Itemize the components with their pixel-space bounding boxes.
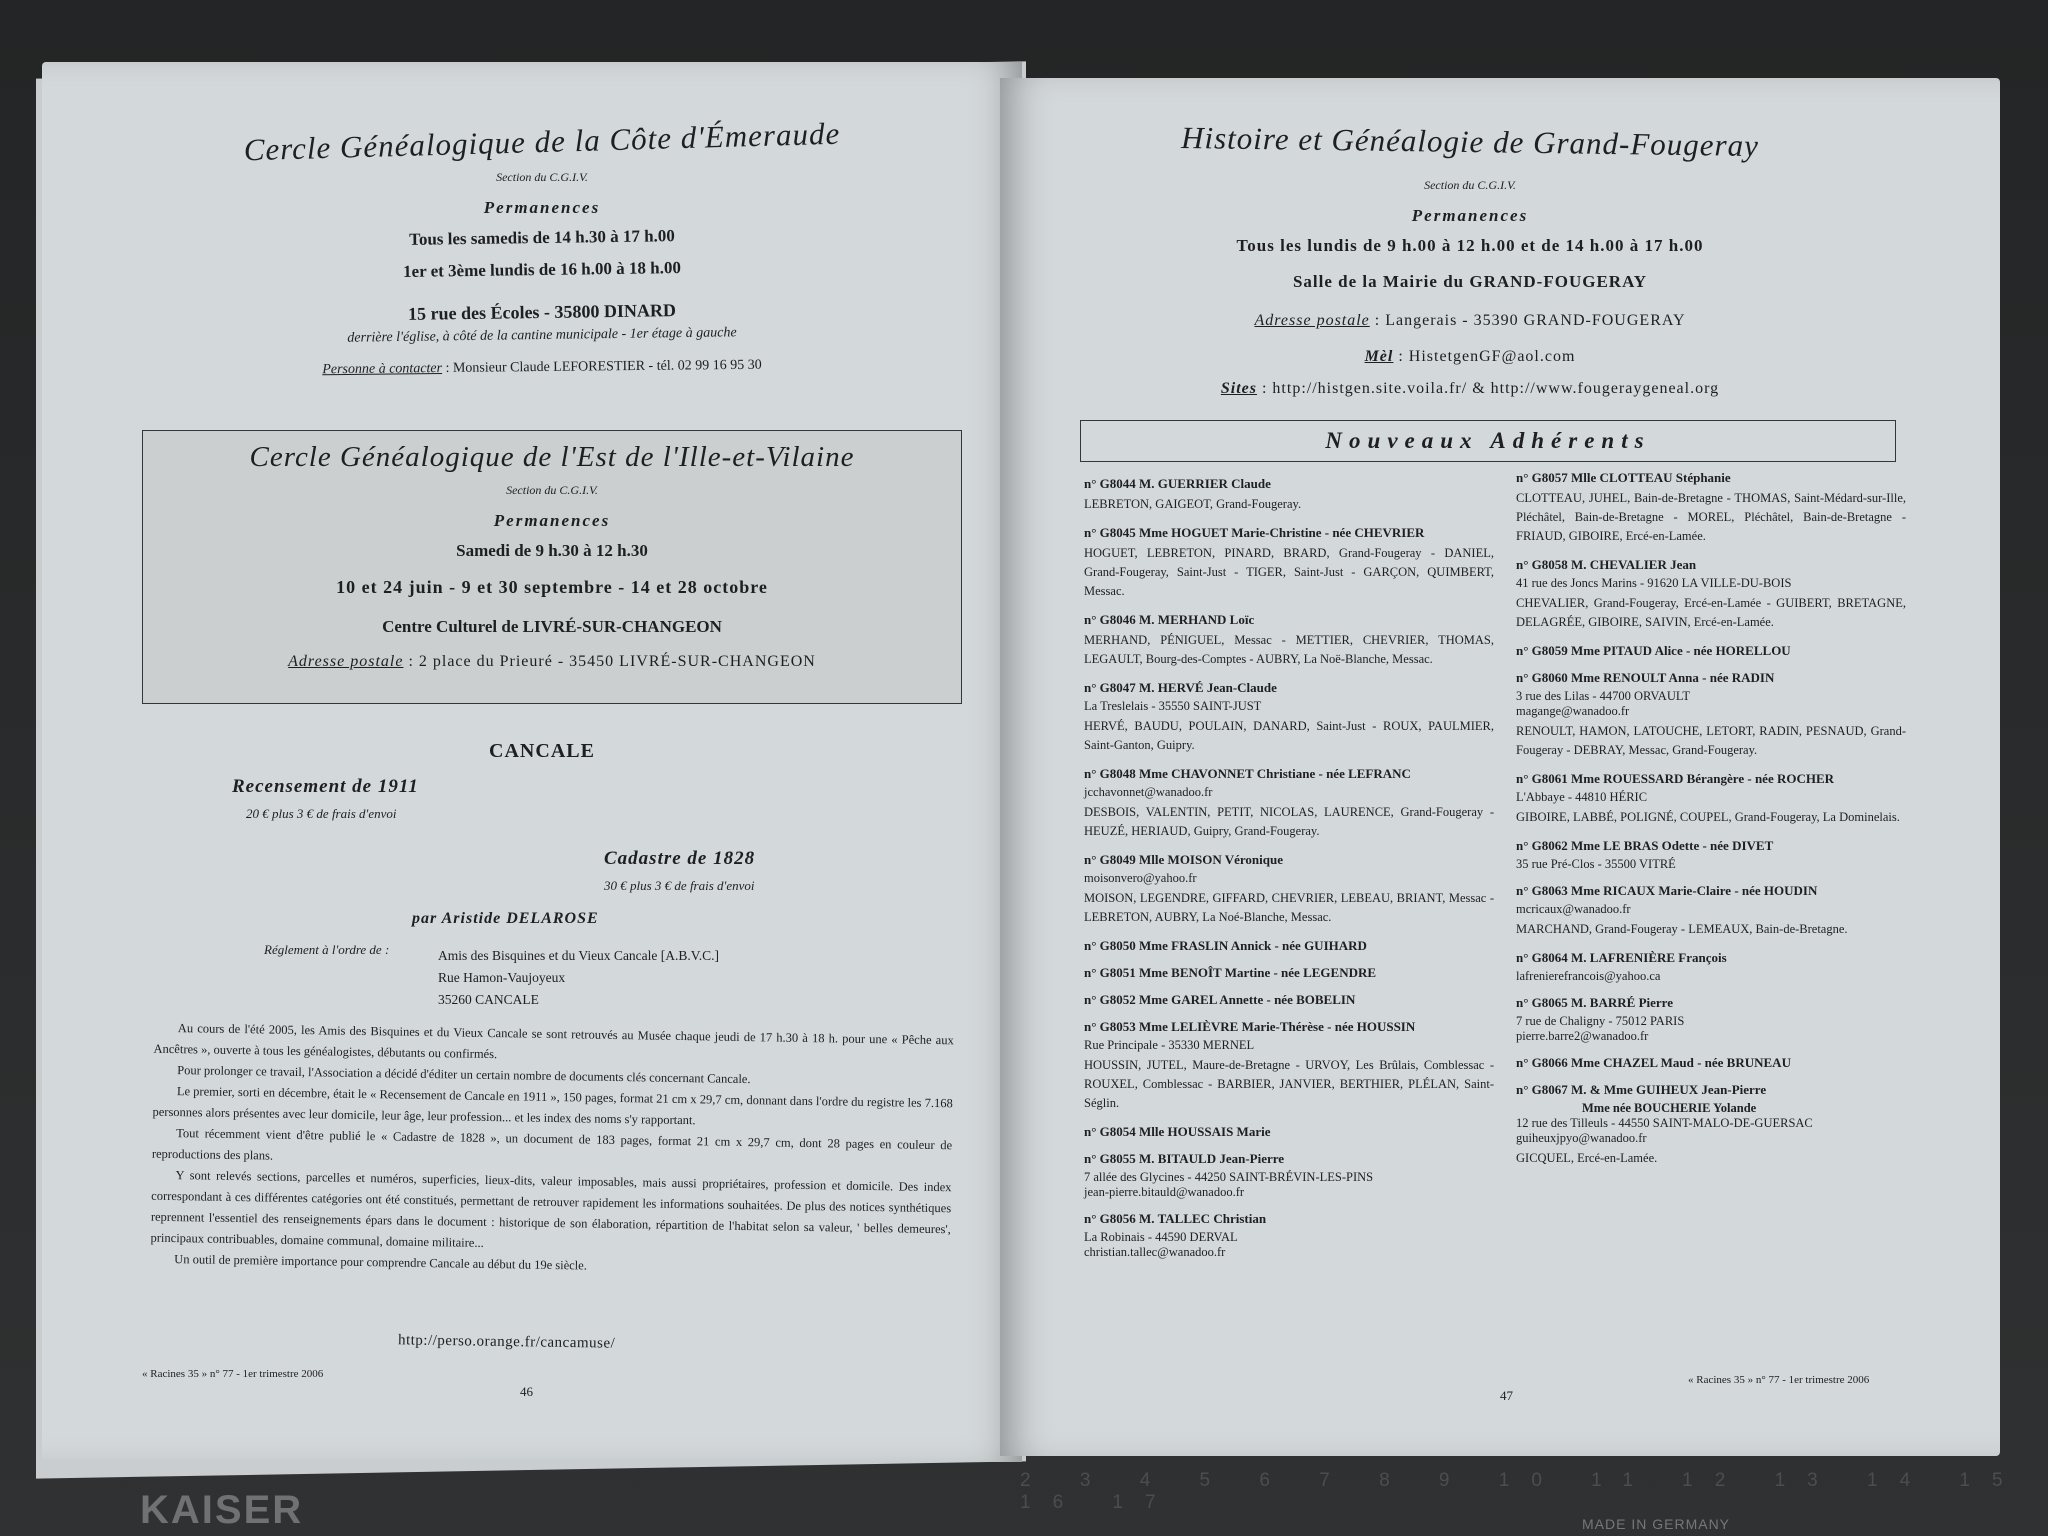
fougeray-address-label: Adresse postale	[1254, 312, 1370, 329]
member-entry-line: christian.tallec@wanadoo.fr	[1084, 1245, 1226, 1259]
est-place: Centre Culturel de LIVRÉ-SUR-CHANGEON	[382, 617, 722, 636]
member-entry	[1516, 643, 1906, 659]
member-entry	[1084, 852, 1494, 927]
est-section: Section du C.G.I.V.	[506, 483, 598, 497]
member-entry-head: n° G8045 Mme HOGUET Marie-Christine - née CHEVRIER	[1084, 525, 1425, 540]
member-entry	[1516, 557, 1906, 632]
member-entry	[1084, 612, 1494, 669]
member-entry-line: lafrenierefrancois@yahoo.ca	[1516, 969, 1661, 983]
member-entry-line: magange@wanadoo.fr	[1516, 704, 1630, 718]
member-entry	[1084, 1019, 1494, 1113]
member-entry-line: 3 rue des Lilas - 44700 ORVAULT	[1516, 689, 1690, 703]
emeraude-title: Cercle Généalogique de la Côte d'Émeraude	[243, 115, 841, 168]
est-address-value: : 2 place du Prieuré - 35450 LIVRÉ-SUR-CHANGEON	[403, 653, 816, 670]
member-entry-body: CLOTTEAU, JUHEL, Bain-de-Bretagne - THOMAS, Saint-Médard-sur-Ille, Pléchâtel, Bain-de-Bretagne - MOREL, Pléchâtel, Bain-de-Bretagne - FRIAUD, GIBOIRE, Ercé-en-Lamée.	[1516, 491, 1906, 543]
member-entry	[1516, 1055, 1906, 1071]
member-entry-head: n° G8052 Mme GAREL Annette - née BOBELIN	[1084, 992, 1356, 1007]
member-entry-head: n° G8054 Mlle HOUSSAIS Marie	[1084, 1124, 1271, 1139]
cancale-reglement-line-1: Amis des Bisquines et du Vieux Cancale [A.B.V.C.]	[438, 948, 720, 963]
member-entry-head: n° G8056 M. TALLEC Christian	[1084, 1211, 1267, 1226]
cancale-paragraph: Pour prolonger ce travail, l'Association a décidé d'éditer un certain nombre de documents clés concernant Cancale.	[177, 1063, 751, 1087]
fougeray-hours: Tous les lundis de 9 h.00 à 12 h.00 et de 14 h.00 à 17 h.00	[1236, 236, 1704, 255]
members-title: Nouveaux Adhérents	[1080, 420, 1896, 462]
member-entry	[1516, 883, 1906, 939]
member-entry-head: n° G8046 M. MERHAND Loïc	[1084, 612, 1255, 627]
emeraude-perm-label: Permanences	[483, 198, 601, 217]
emeraude-address-note: derrière l'église, à côté de la cantine municipale - 1er étage à gauche	[347, 325, 737, 346]
member-entry-head: n° G8067 M. & Mme GUIHEUX Jean-Pierre	[1516, 1082, 1767, 1097]
cancale-author: par Aristide DELAROSE	[412, 910, 599, 927]
mat-ruler: 2 3 4 5 6 7 8 9 10 11 12 13 14 15 16 17	[1020, 1470, 2025, 1513]
member-entry-line: L'Abbaye - 44810 HÉRIC	[1516, 790, 1648, 804]
cancale-recensement-title: Recensement de 1911	[232, 776, 419, 797]
right-page	[1000, 78, 2000, 1456]
fougeray-mel-value[interactable]: : HistetgenGF@aol.com	[1393, 348, 1576, 365]
member-entry-head: n° G8049 Mlle MOISON Véronique	[1084, 852, 1284, 867]
member-entry-line: 35 rue Pré-Clos - 35500 VITRÉ	[1516, 857, 1676, 871]
emeraude-address: 15 rue des Écoles - 35800 DINARD	[407, 300, 677, 324]
member-entry	[1084, 1211, 1494, 1260]
cancale-heading: CANCALE	[489, 740, 595, 762]
members-list-2	[1516, 470, 1906, 1168]
fougeray-sites	[1130, 380, 1810, 398]
member-entry-head: n° G8062 Mme LE BRAS Odette - née DIVET	[1516, 838, 1774, 853]
cancale-cadastre-price: 30 € plus 3 € de frais d'envoi	[604, 878, 755, 893]
member-entry-line: jean-pierre.bitauld@wanadoo.fr	[1084, 1185, 1245, 1199]
mat-brand: KAISER	[140, 1488, 304, 1532]
member-entry	[1516, 995, 1906, 1044]
member-entry-line: Rue Principale - 35330 MERNEL	[1084, 1038, 1255, 1052]
member-entry	[1084, 1124, 1494, 1140]
member-entry	[1084, 680, 1494, 755]
member-entry	[1084, 965, 1494, 981]
member-entry-body: LEBRETON, GAIGEOT, Grand-Fougeray.	[1084, 497, 1302, 511]
member-entry-line: jcchavonnet@wanadoo.fr	[1084, 785, 1213, 799]
emeraude-contact-label: Personne à contacter	[322, 361, 443, 378]
member-entry	[1084, 1151, 1494, 1200]
cancale-reglement-line-2: Rue Hamon-Vaujoyeux	[438, 970, 566, 985]
emeraude-contact	[162, 356, 922, 380]
member-entry-line: 7 allée des Glycines - 44250 SAINT-BRÉVIN-LES-PINS	[1084, 1170, 1374, 1184]
cancale-paragraph: Au cours de l'été 2005, les Amis des Bisquines et du Vieux Cancale se sont retrouvés au Musée chaque jeudi de 17 h.30 à 18 h. pour une « Pêche aux Ancêtres », ouverte à tous les généalogistes, débutants ou confirmés.	[153, 1021, 954, 1062]
member-entry-body: MOISON, LEGENDRE, GIFFARD, CHEVRIER, LEBEAU, BRIANT, Messac - LEBRETON, AUBRY, La Noé-Blanche, Messac.	[1084, 891, 1494, 924]
members-column-1	[1084, 476, 1494, 1271]
member-entry-head: n° G8061 Mme ROUESSARD Bérangère - née ROCHER	[1516, 771, 1835, 786]
right-footer: « Racines 35 » n° 77 - 1er trimestre 2006	[1688, 1374, 1870, 1386]
member-entry-head: n° G8053 Mme LELIÈVRE Marie-Thérèse - née HOUSSIN	[1084, 1019, 1416, 1034]
member-entry-body: MERHAND, PÉNIGUEL, Messac - METTIER, CHEVRIER, THOMAS, LEGAULT, Bourg-des-Comptes - AUBRY, La Noë-Blanche, Messac.	[1084, 633, 1494, 666]
fougeray-address	[1130, 312, 1810, 330]
member-entry-head: n° G8055 M. BITAULD Jean-Pierre	[1084, 1151, 1285, 1166]
member-entry	[1084, 476, 1494, 514]
member-entry	[1084, 525, 1494, 601]
cancale-recensement-price: 20 € plus 3 € de frais d'envoi	[246, 806, 397, 821]
cancale-reglement-label: Réglement à l'ordre de :	[264, 942, 390, 957]
fougeray-mel	[1130, 348, 1810, 366]
cancale-cadastre-title: Cadastre de 1828	[604, 848, 756, 869]
cancale-paragraph: Tout récemment vient d'être publié le « Cadastre de 1828 », un document de 183 pages, format 21 cm x 29,7 cm, dont 28 pages en couleur de reproductions des plans.	[151, 1126, 953, 1163]
member-entry-head: n° G8051 Mme BENOÎT Martine - née LEGENDRE	[1084, 965, 1377, 980]
member-entry-line: La Treslelais - 35550 SAINT-JUST	[1084, 699, 1262, 713]
est-title: Cercle Généalogique de l'Est de l'Ille-et-Vilaine	[249, 441, 855, 473]
member-entry-body: DESBOIS, VALENTIN, PETIT, NICOLAS, LAURENCE, Grand-Fougeray - HEUZÉ, HERIAUD, Guipry, Grand-Fougeray.	[1084, 805, 1494, 838]
fougeray-place: Salle de la Mairie du GRAND-FOUGERAY	[1292, 272, 1648, 291]
right-page-number: 47	[1500, 1388, 1513, 1403]
member-entry	[1516, 771, 1906, 827]
left-page	[42, 62, 1022, 1462]
member-entry	[1084, 938, 1494, 954]
member-entry	[1084, 766, 1494, 841]
member-entry	[1516, 470, 1906, 546]
member-entry-head: n° G8057 Mlle CLOTTEAU Stéphanie	[1516, 470, 1731, 485]
est-address	[143, 653, 961, 671]
est-dates: 10 et 24 juin - 9 et 30 septembre - 14 et 28 octobre	[336, 577, 768, 597]
member-entry-head: n° G8048 Mme CHAVONNET Christiane - née LEFRANC	[1084, 766, 1411, 781]
member-entry-body: RENOULT, HAMON, LATOUCHE, LETORT, RADIN, PESNAUD, Grand-Fougeray - DEBRAY, Messac, Grand-Fougeray.	[1516, 724, 1906, 757]
left-footer: « Racines 35 » n° 77 - 1er trimestre 2006	[142, 1368, 324, 1380]
fougeray-sites-label: Sites	[1220, 380, 1257, 397]
member-entry-line: 12 rue des Tilleuls - 44550 SAINT-MALO-DE-GUERSAC	[1516, 1116, 1813, 1130]
member-entry-head: n° G8065 M. BARRÉ Pierre	[1516, 995, 1673, 1010]
cancale-article	[150, 1018, 954, 1283]
member-entry-body: GIBOIRE, LABBÉ, POLIGNÉ, COUPEL, Grand-Fougeray, La Dominelais.	[1516, 810, 1900, 824]
members-list-1	[1084, 476, 1494, 1260]
member-entry-line: pierre.barre2@wanadoo.fr	[1516, 1029, 1649, 1043]
member-entry	[1516, 838, 1906, 872]
emeraude-section: Section du C.G.I.V.	[496, 170, 588, 184]
member-entry-line: mcricaux@wanadoo.fr	[1516, 902, 1631, 916]
est-address-label: Adresse postale	[288, 653, 404, 670]
est-hours: Samedi de 9 h.30 à 12 h.30	[456, 541, 648, 560]
member-entry	[1516, 950, 1906, 984]
member-entry-line: La Robinais - 44590 DERVAL	[1084, 1230, 1238, 1244]
member-entry-head: n° G8044 M. GUERRIER Claude	[1084, 476, 1271, 491]
est-box	[142, 430, 962, 704]
member-entry-line: moisonvero@yahoo.fr	[1084, 871, 1197, 885]
member-entry-head: n° G8064 M. LAFRENIÈRE François	[1516, 950, 1727, 965]
member-entry-head: n° G8060 Mme RENOULT Anna - née RADIN	[1516, 670, 1775, 685]
cancale-paragraph: Le premier, sorti en décembre, était le « Recensement de Cancale en 1911 », 150 pages, format 21 cm x 29,7 cm, donnant dans l'ordre du registre les 7.168 personnes alors présentes avec leur domicile, leur âge, leur profession... et les index des noms s'y rapportant.	[152, 1084, 953, 1128]
emeraude-hours-1: Tous les samedis de 14 h.30 à 17 h.00	[408, 226, 675, 249]
cancale-paragraph: Un outil de première importance pour comprendre Cancale au début du 19e siècle.	[174, 1252, 588, 1273]
cancale-reglement-line-3: 35260 CANCALE	[438, 992, 539, 1007]
member-entry-line: Mme née BOUCHERIE Yolande	[1582, 1101, 1757, 1115]
member-entry-head: n° G8047 M. HERVÉ Jean-Claude	[1084, 680, 1277, 695]
member-entry-body: CHEVALIER, Grand-Fougeray, Ercé-en-Lamée - GUIBERT, BRETAGNE, DELAGRÉE, GIBOIRE, SAIVIN, Ercé-en-Lamée.	[1516, 596, 1906, 629]
member-entry-body: GICQUEL, Ercé-en-Lamée.	[1516, 1151, 1658, 1165]
member-entry-line: 41 rue des Joncs Marins - 91620 LA VILLE-DU-BOIS	[1516, 576, 1792, 590]
member-entry-body: HOUSSIN, JUTEL, Maure-de-Bretagne - URVOY, Les Brûlais, Comblessac - ROUXEL, Comblessac - BARBIER, JANVIER, BERTHIER, PLÉLAN, Saint-Séglin.	[1084, 1058, 1494, 1110]
member-entry-body: MARCHAND, Grand-Fougeray - LEMEAUX, Bain-de-Bretagne.	[1516, 922, 1848, 936]
fougeray-sites-value[interactable]: : http://histgen.site.voila.fr/ & http://www.fougeraygeneal.org	[1256, 380, 1720, 397]
members-column-2	[1516, 470, 1906, 1179]
member-entry-head: n° G8066 Mme CHAZEL Maud - née BRUNEAU	[1516, 1055, 1791, 1070]
member-entry-line: 7 rue de Chaligny - 75012 PARIS	[1516, 1014, 1685, 1028]
est-perm-label: Permanences	[493, 511, 611, 530]
fougeray-perm-label: Permanences	[1411, 206, 1529, 225]
fougeray-title: Histoire et Généalogie de Grand-Fougeray	[1180, 119, 1760, 164]
member-entry	[1516, 670, 1906, 760]
fougeray-section: Section du C.G.I.V.	[1424, 178, 1516, 192]
emeraude-hours-2: 1er et 3ème lundis de 16 h.00 à 18 h.00	[402, 258, 682, 281]
fougeray-mel-label: Mèl	[1364, 348, 1394, 365]
cancale-paragraph: Y sont relevés sections, parcelles et numéros, superficies, lieux-dits, valeur imposables, mais aussi propriétaires, profession et domicile. Des index correspondant à ces différentes catégories ont été constitués, permettant de retrouver rapidement les informations souhaitées. De plus des notices synthétiques reprennent l'essentiel des renseignements épars dans le document : historique de son élaboration, répartition de l'habitat selon sa valeur, ' belles demeures', principaux contribuables, domaine communal, domaine militaire...	[150, 1168, 952, 1250]
member-entry	[1084, 992, 1494, 1008]
member-entry-head: n° G8058 M. CHEVALIER Jean	[1516, 557, 1697, 572]
emeraude-contact-value: : Monsieur Claude LEFORESTIER - tél. 02 99 16 95 30	[441, 357, 762, 377]
member-entry-body: HERVÉ, BAUDU, POULAIN, DANARD, Saint-Just - ROUX, PAULMIER, Saint-Ganton, Guipry.	[1084, 719, 1494, 752]
member-entry-head: n° G8063 Mme RICAUX Marie-Claire - née HOUDIN	[1516, 883, 1818, 898]
mat-made-label: MADE IN GERMANY	[1582, 1516, 1731, 1532]
member-entry-head: n° G8059 Mme PITAUD Alice - née HORELLOU	[1516, 643, 1791, 658]
cancale-url[interactable]: http://perso.orange.fr/cancamuse/	[397, 1332, 616, 1352]
member-entry	[1516, 1082, 1906, 1168]
fougeray-address-value: : Langerais - 35390 GRAND-FOUGERAY	[1369, 312, 1686, 329]
member-entry-body: HOGUET, LEBRETON, PINARD, BRARD, Grand-Fougeray - DANIEL, Grand-Fougeray, Saint-Just - TIGER, Saint-Just - GARÇON, QUIMBERT, Messac.	[1084, 546, 1494, 598]
member-entry-line: guiheuxjpyo@wanadoo.fr	[1516, 1131, 1647, 1145]
member-entry-head: n° G8050 Mme FRASLIN Annick - née GUIHARD	[1084, 938, 1367, 953]
left-page-number: 46	[520, 1384, 533, 1399]
